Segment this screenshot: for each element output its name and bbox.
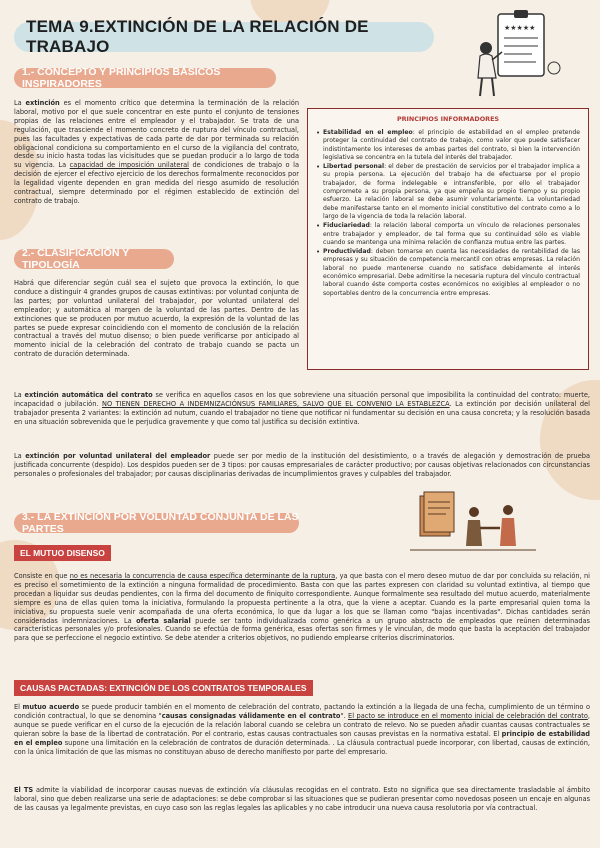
principle-text: : el deber de prestación de servicios por el trabajador implica a su propia persona. La ejecución del trabajo ha de efectuarse por el propio trabajador, de forma indelegable e intransferible, por ello el trabajador compromete a su propia persona, ya que empeña su propio tiempo y su propio esfuerzo. La relación laboral se debe asumir voluntariamente. La voluntariedad debe manifestarse tanto en el momento inicial constitutivo del contrato como a lo largo de la vigencia de toda la relación laboral. bbox=[323, 163, 580, 220]
section-3-header bbox=[14, 513, 299, 533]
principle-text: : la relación laboral comporta un vínculo de relaciones personales entre trabajador y empleador, de tal forma que su continuidad sólo es viable cuando se mantenga una mínima relación de confianza mutua entre las partes. bbox=[323, 222, 580, 246]
text: La bbox=[14, 452, 26, 460]
section-2-paragraph: Habrá que diferenciar según cuál sea el sujeto que provoca la extinción, lo que conduce a distinguir 4 grandes grupos de causas extintivas: por voluntad conjunta de las partes; por voluntad unilateral del trabajador, por voluntad unilateral del empleador; y automática al margen de la voluntad de las partes. Dentro de las extinciones que se producen por mutuo acuerdo, la expresión de la voluntad de las partes se puede expresar coincidiendo con el momento de conclusión de la relación contractual a través del mutuo disenso; o bien puede verificarse por anticipado al momento inicial de la celebración del contrato de trabajo cuando se pacta un contrato de duración determinada. bbox=[14, 279, 299, 359]
underlined-text: capacidad de imposición unilateral bbox=[69, 161, 189, 170]
section-1-title: 1.- CONCEPTO Y PRINCIPIOS BÁSICOS INSPIRADORES bbox=[22, 66, 221, 90]
underlined-text: El pacto se introduce en el momento inicial de celebración del contrato bbox=[348, 711, 588, 720]
text: La bbox=[14, 391, 25, 399]
underlined-text: no es necesaria la concurrencia de causa específica determinante de la ruptura bbox=[69, 572, 336, 580]
text: ". bbox=[340, 711, 349, 720]
principles-box bbox=[307, 108, 589, 370]
text: se puede producir también en el momento de celebración del contrato, pactando la extinción a la llegada de una fecha, cumplimiento de un término o condición contractual, lo que se denomina " bbox=[14, 703, 590, 720]
handshake-documents-illustration bbox=[410, 490, 540, 558]
section-2-title: 2.- CLASIFICACIÓN Y TIPOLOGÍA bbox=[22, 247, 129, 271]
section-3-title: 3.- LA EXTINCIÓN POR VOLUNTAD CONJUNTA DE LAS PARTES bbox=[22, 511, 299, 535]
term-causas-consignadas: causas consignadas válidamente en el contrato bbox=[161, 711, 341, 720]
text: de condiciones de trabajo o la decisión de ejercer el efectivo ejercicio de los derechos formalmente reconocidos por la legalidad vigente dependen en gran medida del riesgo asumido de resolución contractual, siempre determinado por el régimen establecido de extinción del contrato de trabajo. bbox=[14, 161, 299, 205]
text: El bbox=[14, 703, 23, 711]
text: puede ser por medio de la institución del desistimiento, o a través de alegación y demostración de prueba justificada concurrente (despido). Los despidos pueden ser de 3 tipos: por causas empresariales de carácter productivo; por causas objetivas relacionados con circunstancias personales o profesionales del trabajador; por causas disciplinarias derivadas de incumplimientos graves y culpables del trabajador. bbox=[14, 452, 590, 478]
text: admite la viabilidad de incorporar causas nuevas de extinción vía cláusulas recogidas en el contrato. Esto no significa que sea directamente trasladable al ámbito laboral, sino que deben realizarse una serie de adaptaciones: se debe comprobar si las situaciones que se pudieran presentar como novedosas poseen un encaje en algunas de las causas ya legalmente previstas, en cuyo caso son las reglas legales las aplicables y no cabe introducir una nueva causa resolutoria por vía contractual. bbox=[14, 786, 591, 812]
term-estabilidad-empleo: principio de estabilidad en el empleo bbox=[14, 729, 590, 747]
text: La bbox=[14, 99, 26, 107]
term-extincion-empleador: extinción por voluntad unilateral del empleador bbox=[25, 452, 211, 460]
automatic-extinction-paragraph bbox=[14, 391, 590, 427]
principle-label: Productividad bbox=[323, 248, 371, 256]
principle-label: Libertad personal bbox=[323, 163, 385, 171]
causas-pactadas-title: CAUSAS PACTADAS: EXTINCIÓN DE LOS CONTRATOS TEMPORALES bbox=[20, 683, 307, 693]
underlined-text: NO TIENEN DERECHO A INDEMNIZACIÓNSUS FAMILIARES, SALVO QUE EL CONVENIO LA ESTABLEZCA bbox=[102, 399, 450, 408]
principle-item bbox=[316, 129, 580, 162]
principles-title: PRINCIPIOS INFORMADORES bbox=[396, 115, 500, 123]
text: , aunque se puede verificar en el curso de la ejecución de la relación laboral cuando se celebra un contrato de relevo. No se pueden añadir cuantas causas contractuales se quieran sobre la base de la libertad de contratación. Por el contrario, estas causas contractuales son causas previstas en la normativa estatal. El bbox=[14, 711, 590, 738]
term-oferta-salarial: oferta salarial bbox=[136, 616, 191, 625]
text: . La extinción por decisión unilateral del trabajador presenta 2 variantes: la extinción ad nutum, cuando el trabajador no tiene que notificar ni fundamentar su decisión en una causa concreta; y la resolución basada en una situación sobrevenida que le perjudica gravemente y que como tal justifica su decisión extintiva. bbox=[14, 399, 591, 426]
text: Consiste en que bbox=[14, 572, 70, 580]
text: se verifica en aquellos casos en los que sobreviene una situación personal que imposibilita la continuidad del contrato: muerte, incapacidad o jubilación. bbox=[14, 391, 590, 408]
causas-pactadas-header bbox=[14, 680, 313, 696]
principles-list bbox=[316, 129, 580, 298]
principle-label: Fiduciariedad bbox=[323, 222, 370, 230]
page-title-text: TEMA 9.EXTINCIÓN DE LA RELACIÓN DE TRABAJO bbox=[26, 17, 369, 56]
principle-item bbox=[316, 163, 580, 221]
term-extincion-automatica: extinción automática del contrato bbox=[24, 391, 153, 399]
survey-clipboard-illustration bbox=[470, 8, 566, 100]
causas-pactadas-paragraph bbox=[14, 703, 590, 756]
principle-label: Estabilidad en el empleo bbox=[323, 129, 413, 136]
text: es el momento crítico que determina la terminación de la relación laboral, motivo por el que suele concentrar en este punto el conjunto de tensiones propias de las relaciones entre el empleador y el trabajador. Se trata de una regulación, que trasciende el momento concreto de ruptura del vínculo contractual, pues las facultades y expectativas de cada parte de dar por terminada su relación obligacional condiciona su comportamiento en el curso de la vigilancia del contrato, desde su inicio hasta todas las vicisitudes que se puedan producir a lo largo de toda su vigencia. La bbox=[14, 99, 299, 170]
text: supone una limitación en la celebración de contratos de duración determinada. . La cláusula contractual puede incorporar, con libertad, causas de extinción, con la única limitación de que las mismas no constituyan abuso de derecho manifiesto por parte del empresario. bbox=[14, 738, 590, 756]
term-mutuo-acuerdo: mutuo acuerdo bbox=[22, 703, 80, 711]
employer-extinction-paragraph bbox=[14, 452, 590, 479]
principle-text: : deben tomarse en cuenta las necesidades de rentabilidad de las empresas y su situación de competencia mercantil con otras empresas. La relación laboral no puede mantenerse cuando no satisface debidamente el interés económico empresarial. Debe admitirse la necesaria ruptura del vínculo contractual laboral cuando éste comporta costes económicos no exigibles al empleador o no soportables dentro de la concurrencia entre empresas. bbox=[323, 248, 580, 297]
mutuo-disenso-title: EL MUTUO DISENSO bbox=[20, 548, 105, 558]
svg-text:★★★★★: ★★★★★ bbox=[504, 24, 536, 32]
term-ts: El TS bbox=[14, 786, 34, 794]
principle-item bbox=[316, 222, 580, 247]
text: puede ser tanto individualizada como genérica a un grupo abstracto de empleados que reúnen determinadas características personales y/o profesionales. Cuando se efectúa de forma genérica, esas ofertas son firmes y le vinculan, de modo que basta la aceptación del trabajador para que se perfeccione el negocio extintivo. Se debe atender a criterios objetivos, no pudiendo emplearse criterios discriminatorios. bbox=[14, 616, 590, 643]
section-2-header bbox=[14, 249, 174, 269]
principle-text: : el principio de estabilidad en el empleo pretende proteger la continuidad del contrato de trabajo, como valor que puede satisfacer indistintamente los intereses de ambas partes del contrato, si bien la intervención legislativa se concentra en la tutela del interés del trabajador. bbox=[323, 129, 580, 161]
principle-item bbox=[316, 248, 580, 298]
mutuo-disenso-header bbox=[14, 545, 111, 561]
term-extincion: extinción bbox=[25, 99, 60, 107]
text: , ya que basta con el mero deseo mutuo de dar por concluida su relación, ni es preciso el sometimiento de la extinción a ninguna formalidad de procedimiento. Basta con que las partes expresen con claridad su voluntad extintiva, al tiempo que procedan a liquidar sus deudas pendientes, con la firma del documento de finiquito correspondiente. Aunque formalmente sea resultado del mutuo acuerdo, materialmente siempre es una de ellas quien toma la iniciativa, formulando la propuesta pertinente a la otra, que la viene a aceptar. Cuando es la parte empresarial quien toma la iniciativa, su propuesta suele venir acompañada de una oferta económica, lo que da lugar a los que se llaman como "bajas incentivadas". Dichas cantidades serán consideradas indemnizaciones. La bbox=[14, 572, 591, 625]
section-1-header bbox=[14, 68, 276, 88]
ts-paragraph bbox=[14, 786, 590, 813]
page-title bbox=[14, 17, 434, 56]
mutuo-disenso-paragraph bbox=[14, 572, 590, 643]
section-1-paragraph bbox=[14, 99, 299, 206]
